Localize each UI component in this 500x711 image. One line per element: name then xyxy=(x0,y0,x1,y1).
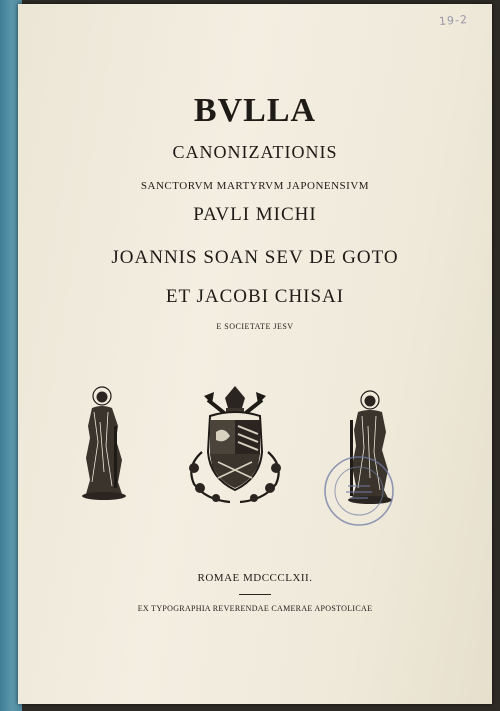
title-societate-jesu: E SOCIETATE JESV xyxy=(216,322,294,331)
imprint-place-date: ROMAE MDCCCLXII. xyxy=(197,572,313,584)
title-pauli-michi: PAVLI MICHI xyxy=(193,204,317,225)
papal-coat-of-arms-icon xyxy=(180,382,290,510)
title-sanctorum: SANCTORVM MARTYRVM JAPONENSIVM xyxy=(140,180,370,192)
title-page xyxy=(18,4,492,704)
title-bulla: BVLLA xyxy=(193,92,317,129)
saint-figure-icon xyxy=(78,382,130,504)
divider-rule xyxy=(239,594,271,595)
title-canonizationis: CANONIZATIONIS xyxy=(172,142,338,162)
imprint-printer: EX TYPOGRAPHIA REVERENDAE CAMERAE APOSTOLICAE xyxy=(137,604,373,613)
pencil-note: 19-2 xyxy=(438,13,469,28)
title-joannis-soan: JOANNIS SOAN SEV DE GOTO xyxy=(111,247,399,268)
library-stamp-icon xyxy=(320,452,398,530)
title-jacobi-chisai: ET JACOBI CHISAI xyxy=(165,286,345,307)
